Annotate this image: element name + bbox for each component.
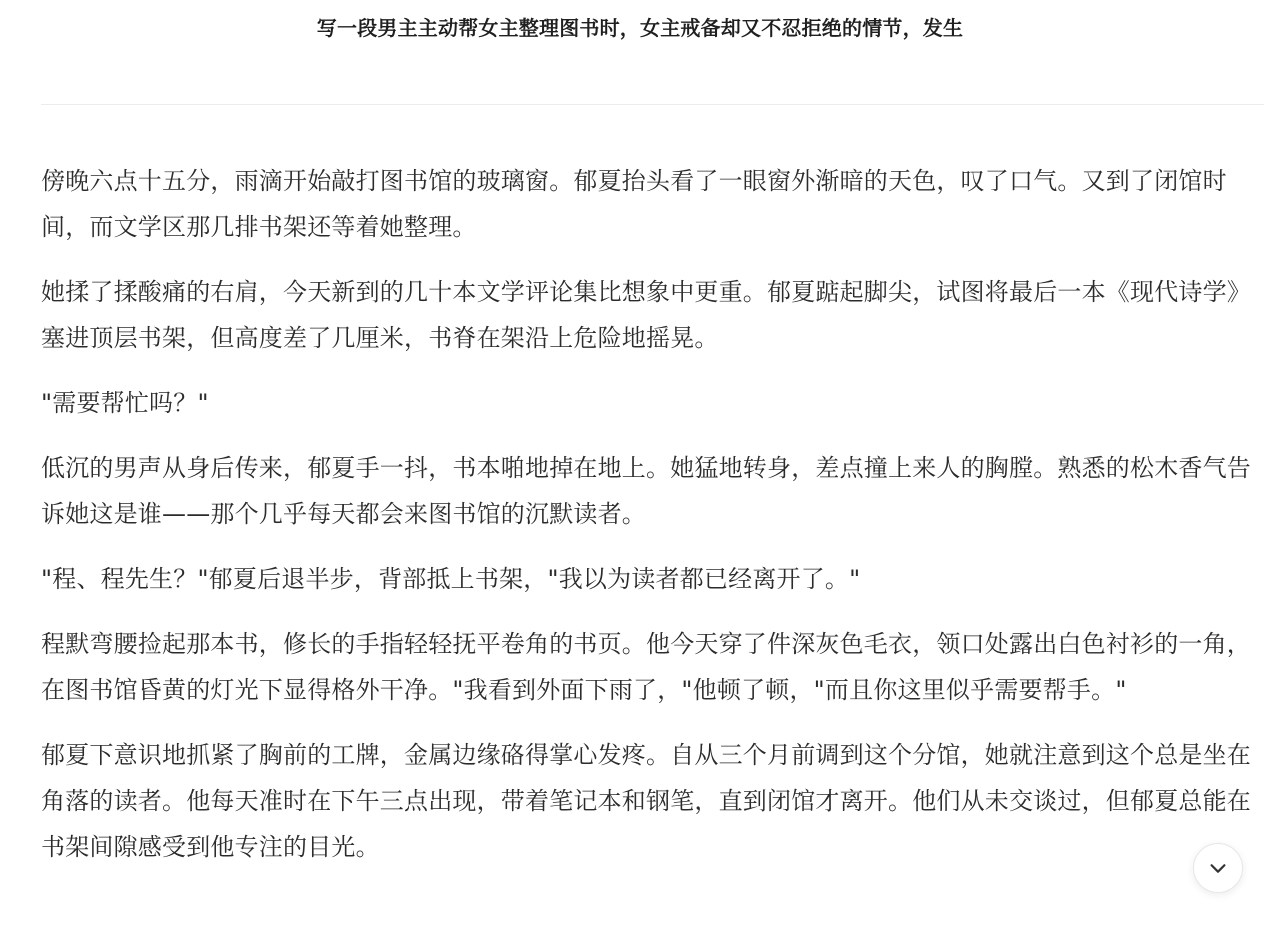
conversation-header (0, 0, 1280, 104)
story-paragraph: 傍晚六点十五分，雨滴开始敲打图书馆的玻璃窗。郁夏抬头看了一眼窗外渐暗的天色，叹了口气。又到了闭馆时间，而文学区那几排书架还等着她整理。 (41, 167, 1227, 241)
story-paragraph: "程、程先生？"郁夏后退半步，背部抵上书架，"我以为读者都已经离开了。" (41, 565, 861, 593)
story-paragraph: "需要帮忙吗？" (41, 389, 209, 417)
story-paragraph: 她揉了揉酸痛的右肩，今天新到的几十本文学评论集比想象中更重。郁夏踮起脚尖，试图将最后一本《现代诗学》塞进顶层书架，但高度差了几厘米，书脊在架沿上危险地摇晃。 (41, 278, 1251, 352)
story-paragraph: 程默弯腰捡起那本书，修长的手指轻轻抚平卷角的书页。他今天穿了件深灰色毛衣，领口处露出白色衬衫的一角，在图书馆昏黄的灯光下显得格外干净。"我看到外面下雨了，"他顿了顿，"而且你这里似乎需要帮手。" (41, 630, 1251, 704)
story-paragraph: 低沉的男声从身后传来，郁夏手一抖，书本啪地掉在地上。她猛地转身，差点撞上来人的胸膛。熟悉的松木香气告诉她这是谁——那个几乎每天都会来图书馆的沉默读者。 (41, 454, 1251, 528)
scroll-to-bottom-button[interactable] (1193, 843, 1243, 893)
response-body (41, 158, 1264, 889)
header-divider (41, 104, 1264, 105)
story-paragraph: 郁夏下意识地抓紧了胸前的工牌，金属边缘硌得掌心发疼。自从三个月前调到这个分馆，她就注意到这个总是坐在角落的读者。他每天准时在下午三点出现，带着笔记本和钢笔，直到闭馆才离开。他们从未交谈过，但郁夏总能在书架间隙感受到他专注的目光。 (41, 741, 1251, 861)
conversation-title: 写一段男主主动帮女主整理图书时，女主戒备却又不忍拒绝的情节，发生 (316, 16, 964, 40)
chevron-down-icon (1207, 857, 1229, 879)
